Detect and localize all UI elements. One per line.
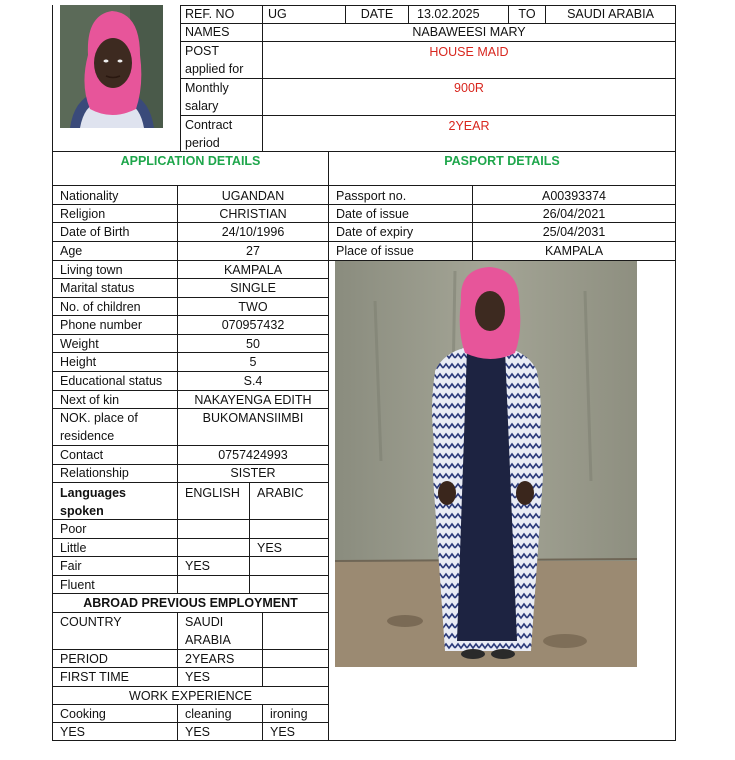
to-label: TO — [518, 7, 536, 21]
portrait-photo — [60, 5, 163, 128]
skill-ironing-answer: YES — [270, 725, 296, 739]
first-time-value: YES — [185, 670, 211, 684]
level-fluent-label: Fluent — [60, 578, 95, 592]
passport-no-label: Passport no. — [336, 189, 407, 203]
phone-label: Phone number — [60, 318, 143, 332]
contact-value: 0757424993 — [218, 448, 288, 462]
weight-label: Weight — [60, 337, 99, 351]
language-arabic: ARABIC — [257, 486, 304, 500]
skill-cooking: Cooking — [60, 707, 106, 721]
living-town-value: KAMPALA — [223, 263, 283, 277]
first-time-label: FIRST TIME — [60, 670, 129, 684]
contract-label: Contract period — [185, 118, 233, 150]
weight-value: 50 — [246, 337, 260, 351]
level-poor-label: Poor — [60, 522, 87, 536]
ref-value: UG — [268, 7, 287, 21]
salary-value: 900R — [454, 81, 484, 95]
next-of-kin-value: NAKAYENGA EDITH — [194, 393, 312, 407]
skill-cooking-answer: YES — [60, 725, 86, 739]
relationship-label: Relationship — [60, 466, 129, 480]
education-value: S.4 — [243, 374, 263, 388]
salary-label: Monthly salary — [185, 81, 229, 113]
destination-value: SAUDI ARABIA — [567, 7, 654, 21]
ref-label: REF. NO — [185, 7, 235, 21]
period-label: PERIOD — [60, 652, 108, 666]
application-details-heading: APPLICATION DETAILS — [120, 154, 261, 168]
passport-no-value: A00393374 — [542, 189, 606, 203]
children-label: No. of children — [60, 300, 141, 314]
level-little-label: Little — [60, 541, 87, 555]
post-label: POST applied for — [185, 44, 244, 76]
full-body-photo — [335, 261, 637, 667]
age-value: 27 — [246, 244, 260, 258]
education-label: Educational status — [60, 374, 163, 388]
skill-cleaning-answer: YES — [185, 725, 211, 739]
height-label: Height — [60, 355, 97, 369]
marital-status-label: Marital status — [60, 281, 135, 295]
contract-value: 2YEAR — [448, 119, 490, 133]
nationality-value: UGANDAN — [221, 189, 285, 203]
expiry-date-value: 25/04/2031 — [542, 225, 606, 239]
nok-residence-label: NOK. place of residence — [60, 411, 138, 443]
religion-label: Religion — [60, 207, 106, 221]
issue-place-label: Place of issue — [336, 244, 414, 258]
nationality-label: Nationality — [60, 189, 119, 203]
dob-value: 24/10/1996 — [221, 225, 285, 239]
skill-ironing: ironing — [270, 707, 308, 721]
relationship-value: SISTER — [230, 466, 276, 480]
living-town-label: Living town — [60, 263, 123, 277]
children-value: TWO — [238, 300, 268, 314]
country-value: SAUDI ARABIA — [185, 615, 231, 647]
next-of-kin-label: Next of kin — [60, 393, 120, 407]
date-label: DATE — [360, 7, 394, 21]
names-value: NABAWEESI MARY — [412, 25, 526, 39]
level-fair-label: Fair — [60, 559, 82, 573]
country-label: COUNTRY — [60, 615, 122, 629]
age-label: Age — [60, 244, 83, 258]
phone-value: 070957432 — [221, 318, 285, 332]
level-little-arabic: YES — [257, 541, 283, 555]
level-fair-english: YES — [185, 559, 211, 573]
dob-label: Date of Birth — [60, 225, 130, 239]
work-experience-heading: WORK EXPERIENCE — [129, 689, 252, 703]
issue-date-label: Date of issue — [336, 207, 409, 221]
language-english: ENGLISH — [185, 486, 240, 500]
languages-label: Languages spoken — [60, 486, 126, 518]
issue-date-value: 26/04/2021 — [542, 207, 606, 221]
marital-status-value: SINGLE — [230, 281, 276, 295]
names-label: NAMES — [185, 25, 230, 39]
post-value: HOUSE MAID — [429, 45, 509, 59]
nok-residence-value: BUKOMANSIIMBI — [202, 411, 304, 425]
religion-value: CHRISTIAN — [219, 207, 287, 221]
period-value: 2YEARS — [185, 652, 235, 666]
issue-place-value: KAMPALA — [544, 244, 604, 258]
passport-details-heading: PASPORT DETAILS — [444, 154, 560, 168]
abroad-employment-heading: ABROAD PREVIOUS EMPLOYMENT — [83, 596, 298, 610]
contact-label: Contact — [60, 448, 104, 462]
height-value: 5 — [249, 355, 257, 369]
expiry-date-label: Date of expiry — [336, 225, 414, 239]
date-value: 13.02.2025 — [417, 7, 480, 21]
skill-cleaning: cleaning — [185, 707, 232, 721]
